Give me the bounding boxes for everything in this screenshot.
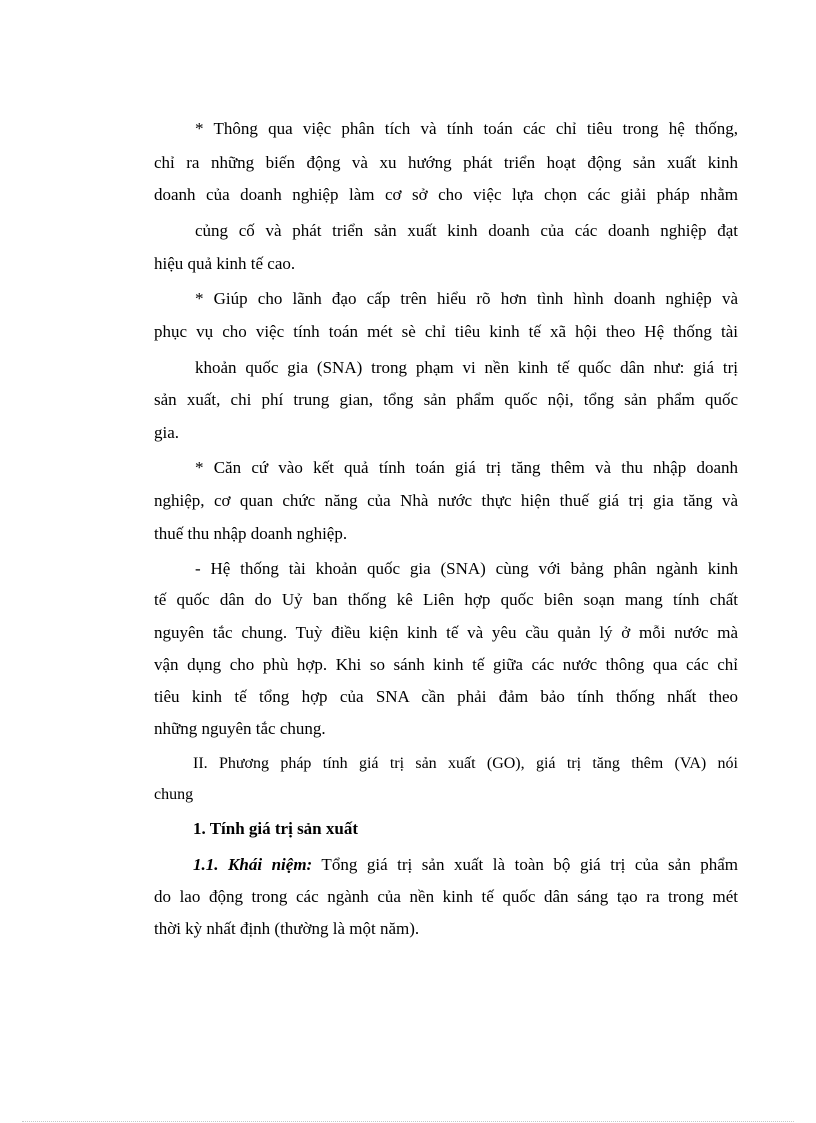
paragraph-3-line-2: nghiệp, cơ quan chức năng của Nhà nước thực hiện thuế giá trị gia tăng và [154, 491, 738, 510]
paragraph-1-line-1: * Thông qua việc phân tích và tính toán các chỉ tiêu trong hệ thống, [195, 119, 738, 138]
definition-line-1 [193, 854, 738, 876]
paragraph-1-line-2: chỉ ra những biến động và xu hướng phát triển hoạt động sản xuất kinh [154, 153, 738, 172]
section-title-line-2: chung [154, 786, 194, 803]
definition-line-2: do lao động trong các ngành của nền kinh tế quốc dân sáng tạo ra trong mét [154, 887, 738, 906]
page-bottom-border [22, 1121, 794, 1122]
paragraph-4-line-1: - Hệ thống tài khoản quốc gia (SNA) cùng với bảng phân ngành kinh [195, 559, 738, 578]
paragraph-3-line-3: thuế thu nhập doanh nghiệp. [154, 524, 348, 543]
paragraph-1-line-5: hiệu quả kinh tế cao. [154, 254, 296, 273]
paragraph-1-line-4: củng cố và phát triển sản xuất kinh doanh của các doanh nghiệp đạt [195, 221, 738, 240]
paragraph-2-line-2: phục vụ cho việc tính toán mét sè chỉ tiêu kinh tế xã hội theo Hệ thống tài [154, 322, 738, 341]
section-title-line-1: II. Phương pháp tính giá trị sản xuất (GO), giá trị tăng thêm (VA) nói [193, 755, 738, 772]
paragraph-1-line-3: doanh của doanh nghiệp làm cơ sở cho việc lựa chọn các giải pháp nhằm [154, 185, 738, 204]
paragraph-2-line-5: gia. [154, 423, 180, 442]
subsection-title: 1. Tính giá trị sản xuất [193, 819, 359, 838]
paragraph-4-line-2: tế quốc dân do Uỷ ban thống kê Liên hợp quốc biên soạn mang tính chất [154, 590, 738, 609]
paragraph-3-line-1: * Căn cứ vào kết quả tính toán giá trị tăng thêm và thu nhập doanh [195, 458, 738, 477]
paragraph-2-line-1: * Giúp cho lãnh đạo cấp trên hiểu rõ hơn tình hình doanh nghiệp và [195, 289, 738, 308]
paragraph-4-line-6: những nguyên tắc chung. [154, 719, 326, 738]
paragraph-4-line-5: tiêu kinh tế tổng hợp của SNA cần phải đảm bảo tính thống nhất theo [154, 687, 738, 706]
paragraph-2-line-3: khoản quốc gia (SNA) trong phạm vi nền kinh tế quốc dân như: giá trị [195, 358, 738, 377]
definition-text: Tổng giá trị sản xuất là toàn bộ giá trị của sản phẩm [312, 855, 738, 874]
paragraph-4-line-3: nguyên tắc chung. Tuỳ điều kiện kinh tế và yêu cầu quản lý ở mỗi nước mà [154, 623, 738, 642]
definition-term: 1.1. Khái niệm: [193, 855, 313, 874]
paragraph-4-line-4: vận dụng cho phù hợp. Khi so sánh kinh tế giữa các nước thông qua các chỉ [154, 655, 738, 674]
definition-line-3: thời kỳ nhất định (thường là một năm). [154, 919, 420, 938]
paragraph-2-line-4: sản xuất, chi phí trung gian, tổng sản phẩm quốc nội, tổng sản phẩm quốc [154, 390, 738, 409]
